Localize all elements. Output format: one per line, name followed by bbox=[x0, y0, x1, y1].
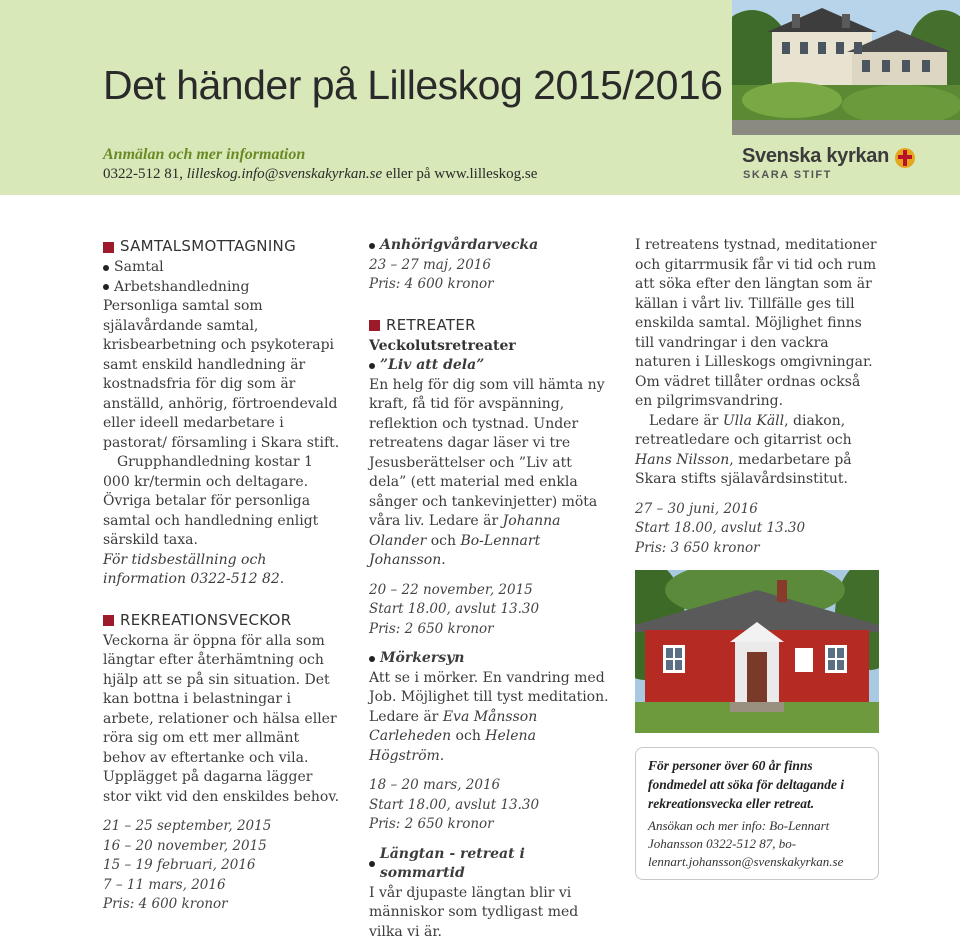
dot-bullet-icon bbox=[369, 363, 375, 369]
spacer bbox=[369, 766, 609, 776]
square-bullet-icon bbox=[369, 320, 380, 331]
red-cottage-illustration bbox=[635, 570, 879, 733]
email-link[interactable]: lilleskog.info@svenskakyrkan.se bbox=[187, 166, 382, 182]
spacer bbox=[635, 490, 880, 500]
paragraph-text: , diakon, retreatledare och gitarrist och bbox=[635, 413, 852, 449]
column-3 bbox=[635, 236, 880, 880]
spacer bbox=[369, 835, 609, 845]
section-heading-text: RETREATER bbox=[386, 316, 476, 336]
date-line: 15 – 19 februari, 2016 bbox=[103, 856, 343, 876]
paragraph-tidsbestallning: För tidsbeställning och information 0322-512 82. bbox=[103, 551, 343, 590]
section-heading-rekreationsveckor bbox=[103, 610, 343, 632]
paragraph-text: En helg för dig som vill hämta ny kraft, få tid för avspänning, reflektion och tystnad. Under retreatens dagar läser vi tre Jesusberättelser och ”Liv att dela” (ett material med enkla sånger och tankevinjetter) möta våra liv. Ledare är bbox=[369, 377, 605, 530]
or-text: eller på bbox=[386, 166, 431, 182]
event-title-text: ”Liv att dela” bbox=[380, 356, 484, 376]
paragraph-langtan: I vår djupaste längtan blir vi människor som tydligast med vilka vi är. bbox=[369, 884, 609, 942]
bullet-item-samtal bbox=[103, 258, 343, 278]
header-banner bbox=[0, 0, 960, 195]
spacer bbox=[103, 807, 343, 817]
contact-line bbox=[103, 166, 537, 183]
leader-name: Bo-Lennart Johansson. bbox=[369, 533, 540, 569]
column-2 bbox=[369, 236, 609, 942]
spacer bbox=[369, 295, 609, 315]
paragraph-text: Ledare är bbox=[649, 413, 718, 429]
dot-bullet-icon bbox=[369, 861, 375, 867]
price-line: Pris: 4 600 kronor bbox=[369, 275, 609, 295]
time-line: Start 18.00, avslut 13.30 bbox=[369, 796, 609, 816]
manor-house-illustration bbox=[732, 0, 960, 135]
date-line: 7 – 11 mars, 2016 bbox=[103, 876, 343, 896]
info-heading: Anmälan och mer information bbox=[103, 146, 305, 164]
funding-contact-text: Ansökan och mer info: Bo-Lennart Johansson 0322-512 87, bo-lennart.johansson@svenskakyrkan.se bbox=[648, 817, 868, 871]
event-title-morkersyn bbox=[369, 649, 609, 669]
paragraph-leaders bbox=[635, 412, 880, 490]
event-title-text: Längtan - retreat i sommartid bbox=[380, 845, 609, 884]
leader-name: Eva Månsson Carleheden bbox=[369, 709, 537, 745]
red-cottage-photo bbox=[635, 570, 879, 733]
paragraph-grupphandledning: Grupphandledning kostar 1 000 kr/termin och deltagare. Övriga betalar för personliga samtal och handledning enligt särskild taxa. bbox=[103, 453, 343, 551]
column-1 bbox=[103, 236, 343, 915]
dot-bullet-icon bbox=[103, 284, 109, 290]
website-link[interactable]: www.lilleskog.se bbox=[434, 166, 537, 182]
event-title-text: Mörkersyn bbox=[380, 649, 464, 669]
leader-name: Johanna Olander bbox=[369, 513, 560, 549]
square-bullet-icon bbox=[103, 242, 114, 253]
dot-bullet-icon bbox=[369, 656, 375, 662]
section-heading-text: SAMTALSMOTTAGNING bbox=[120, 237, 296, 257]
date-line: 16 – 20 november, 2015 bbox=[103, 837, 343, 857]
paragraph-text: , medarbetare på Skara stifts själavårdsinstitut. bbox=[635, 452, 852, 488]
price-line: Pris: 2 650 kronor bbox=[369, 815, 609, 835]
event-title-text: Anhörigvårdarvecka bbox=[380, 236, 538, 256]
spacer bbox=[103, 590, 343, 610]
spacer bbox=[369, 639, 609, 649]
paragraph-rekreation: Veckorna är öppna för alla som längtar efter återhämtning och hjälp att se på sin situation. Det kan bottna i belastningar i arbete, relationer och hälsa eller röra sig om ett mer allmänt behov av eftertanke och vila. Upplägget på dagarna lägger stor vikt vid den enskildes behov. bbox=[103, 632, 343, 808]
paragraph-morkersyn bbox=[369, 669, 609, 767]
paragraph-retreat-description: I retreatens tystnad, meditationer och gitarrmusik får vi tid och rum att söka efter den längtan som är källan i vårt liv. Tillfälle ges till enskilda samtal. Möjlighet finns till vandringar i den vackra naturen i Lilleskogs omgivningar. Om vädret tillåter ordnas också en pilgrimsvandring. bbox=[635, 236, 880, 412]
price-line: Pris: 3 650 kronor bbox=[635, 539, 880, 559]
phone-number: 0322-512 81, bbox=[103, 166, 183, 182]
paragraph-liv-att-dela bbox=[369, 376, 609, 571]
price-line: Pris: 4 600 kronor bbox=[103, 895, 343, 915]
date-line: 23 – 27 maj, 2016 bbox=[369, 256, 609, 276]
section-heading-samtalsmottagning bbox=[103, 236, 343, 258]
dot-bullet-icon bbox=[103, 265, 109, 271]
date-line: 18 – 20 mars, 2016 bbox=[369, 776, 609, 796]
funding-note-box bbox=[635, 747, 879, 880]
subheading-veckolutsretreater: Veckolutsretreater bbox=[369, 337, 609, 357]
church-cross-icon bbox=[894, 147, 916, 169]
date-line: 27 – 30 juni, 2016 bbox=[635, 500, 880, 520]
funding-note-text: För personer över 60 år finns fondmedel att söka för deltagande i rekreationsvecka eller retreat. bbox=[648, 756, 868, 813]
leader-name: Helena Högström. bbox=[369, 728, 536, 764]
event-title-langtan bbox=[369, 845, 609, 884]
paragraph-samtal: Personliga samtal som själavårdande samtal, krisbearbetning och psykoterapi samt enskild handledning är kostnadsfria för dig som är anställd, anhörig, förtroendevald eller ideell medarbetare i pastorat/ församling i Skara stift. bbox=[103, 297, 343, 453]
manor-house-photo bbox=[732, 0, 960, 135]
section-heading-retreater bbox=[369, 315, 609, 337]
section-heading-text: REKREATIONSVECKOR bbox=[120, 611, 291, 631]
square-bullet-icon bbox=[103, 615, 114, 626]
event-title-liv-att-dela bbox=[369, 356, 609, 376]
logo-name: Svenska kyrkan bbox=[742, 145, 889, 168]
bullet-text: Arbetshandledning bbox=[114, 278, 249, 298]
svenska-kyrkan-logo bbox=[742, 145, 922, 185]
event-title-anhorigvardarvecka bbox=[369, 236, 609, 256]
bullet-item-arbetshandledning bbox=[103, 278, 343, 298]
price-line: Pris: 2 650 kronor bbox=[369, 620, 609, 640]
bullet-text: Samtal bbox=[114, 258, 164, 278]
date-line: 21 – 25 september, 2015 bbox=[103, 817, 343, 837]
paragraph-text: Att se i mörker. En vandring med Job. Möjlighet till tyst meditation. Ledare är bbox=[369, 670, 609, 725]
page-title: Det händer på Lilleskog 2015/2016 bbox=[103, 62, 722, 109]
leader-name: Hans Nilsson bbox=[635, 452, 729, 468]
date-line: 20 – 22 november, 2015 bbox=[369, 581, 609, 601]
time-line: Start 18.00, avslut 13.30 bbox=[635, 519, 880, 539]
conjunction: och bbox=[431, 533, 456, 549]
dot-bullet-icon bbox=[369, 243, 375, 249]
leader-name: Ulla Käll bbox=[723, 413, 784, 429]
spacer bbox=[369, 571, 609, 581]
conjunction: och bbox=[456, 728, 481, 744]
logo-subtitle: SKARA STIFT bbox=[743, 169, 832, 181]
time-line: Start 18.00, avslut 13.30 bbox=[369, 600, 609, 620]
